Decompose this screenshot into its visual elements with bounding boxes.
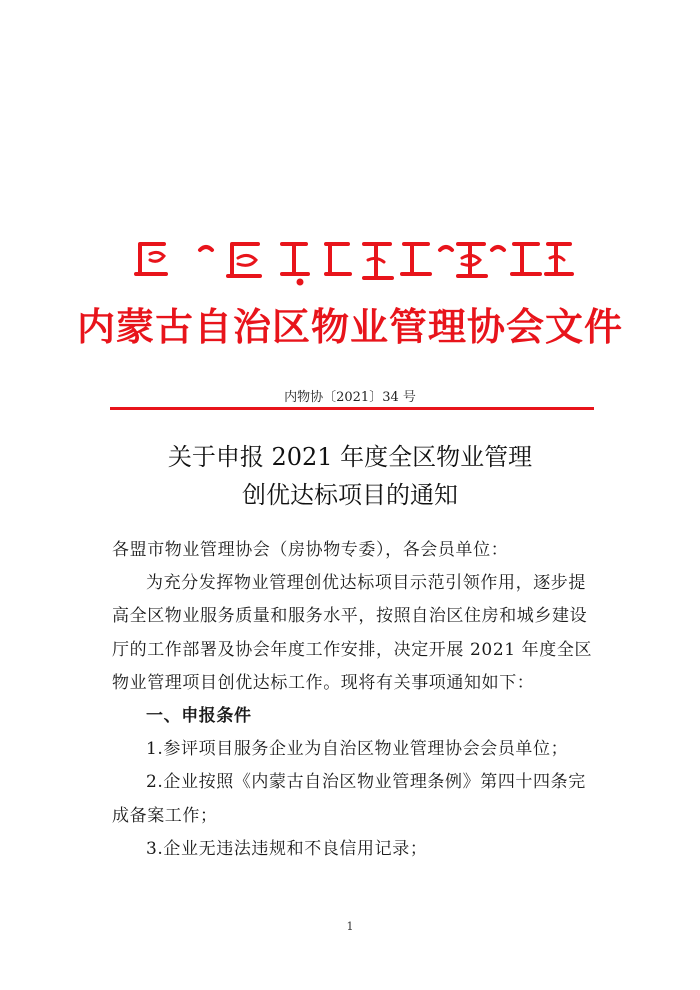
red-divider bbox=[110, 407, 594, 410]
salutation: 各盟市物业管理协会（房协物专委），各会员单位： bbox=[112, 540, 509, 560]
intro-paragraph: 为充分发挥物业管理创优达标项目示范引领作用，逐步提高全区物业服务质量和服务水平，按照自治区住房和城乡建设厅的工作部署及协会年度工作安排，决定开展 2021 年度全区物业管理项目创优达标工作。现将有关事项通知如下： bbox=[112, 573, 593, 693]
notice-title-line2: 创优达标项目的通知 bbox=[242, 481, 458, 509]
list-item: 1.参评项目服务企业为自治区物业管理协会会员单位； bbox=[146, 739, 569, 760]
notice-body bbox=[112, 534, 598, 866]
page-number: 1 bbox=[346, 920, 354, 933]
list-item: 2.企业按照《内蒙古自治区物业管理条例》第四十四条完成备案工作； bbox=[112, 772, 586, 826]
document-number: 内物协〔2021〕34 号 bbox=[284, 390, 416, 405]
list-item: 3.企业无违法违规和不良信用记录； bbox=[146, 838, 428, 859]
org-header-title: 内蒙古自治区物业管理协会文件 bbox=[76, 304, 623, 349]
mongolian-script-logo bbox=[0, 232, 700, 292]
mongolian-script-header bbox=[0, 232, 700, 292]
notice-title bbox=[0, 438, 700, 514]
notice-title-line1: 关于申报 2021 年度全区物业管理 bbox=[167, 443, 533, 471]
section-heading: 一、申报条件 bbox=[146, 706, 252, 727]
